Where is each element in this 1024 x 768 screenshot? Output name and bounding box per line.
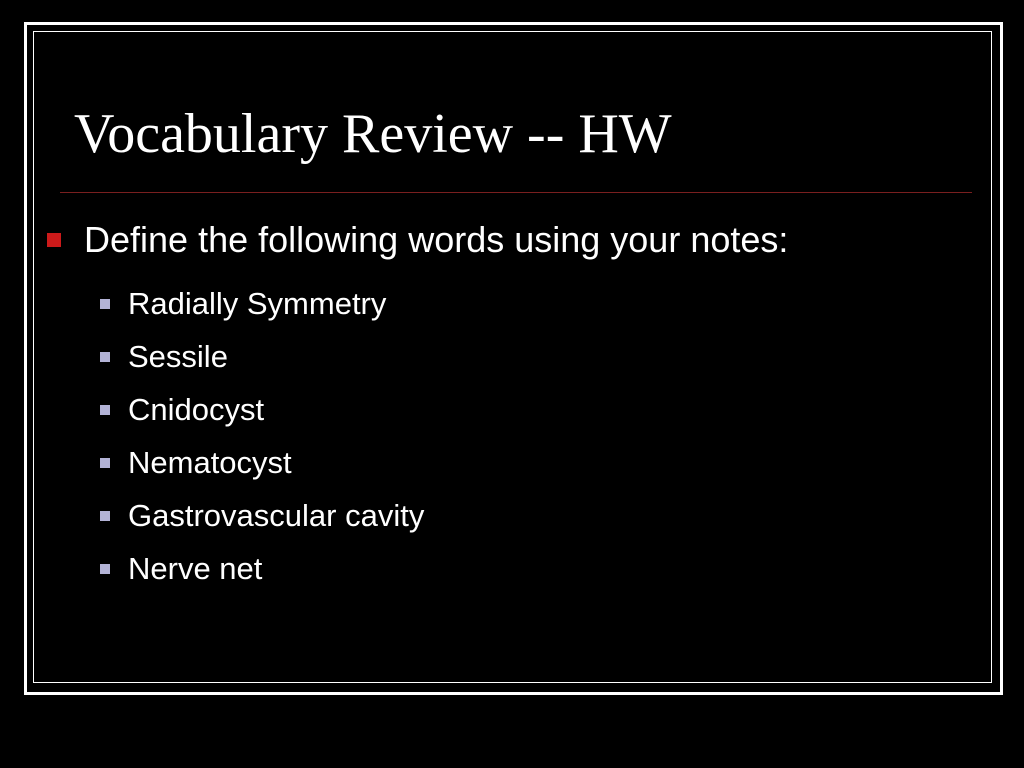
- square-bullet-icon: [100, 458, 110, 468]
- vocabulary-item: [100, 489, 424, 542]
- square-bullet-icon: [100, 511, 110, 521]
- title-divider: [60, 192, 972, 193]
- vocabulary-term: Cnidocyst: [128, 391, 265, 427]
- slide-title: Vocabulary Review -- HW: [74, 103, 672, 165]
- vocabulary-term: Nerve net: [128, 550, 263, 586]
- vocabulary-item: [100, 330, 424, 383]
- square-bullet-icon: [100, 299, 110, 309]
- vocabulary-item: [100, 542, 424, 595]
- square-bullet-icon: [100, 564, 110, 574]
- vocabulary-term: Sessile: [128, 338, 228, 374]
- vocabulary-item: [100, 436, 424, 489]
- vocabulary-list: [100, 277, 424, 595]
- vocabulary-item: [100, 277, 424, 330]
- square-bullet-icon: [47, 233, 61, 247]
- vocabulary-term: Nematocyst: [128, 444, 292, 480]
- square-bullet-icon: [100, 352, 110, 362]
- vocabulary-term: Gastrovascular cavity: [128, 497, 425, 533]
- vocabulary-term: Radially Symmetry: [128, 285, 387, 321]
- main-bullet: [47, 219, 788, 261]
- vocabulary-item: [100, 383, 424, 436]
- main-bullet-text: Define the following words using your notes:: [84, 219, 789, 260]
- square-bullet-icon: [100, 405, 110, 415]
